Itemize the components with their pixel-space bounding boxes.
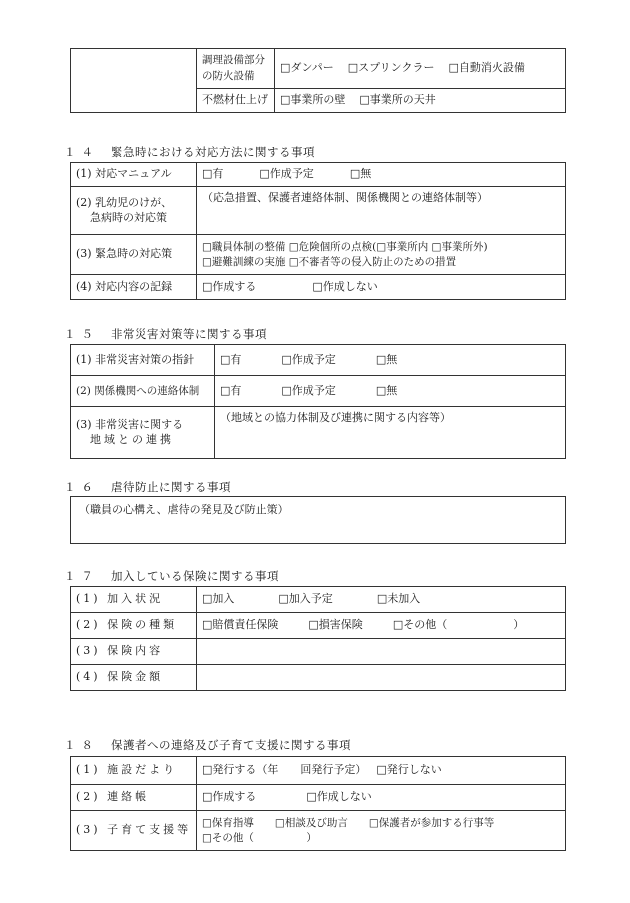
checkbox-option[interactable]: □作成しない	[312, 279, 378, 293]
section-heading: １８ 保護者への連絡及び子育て支援に関する事項	[64, 738, 351, 752]
insurance-amount-field[interactable]	[197, 665, 566, 691]
checkbox-option[interactable]: □発行しない	[376, 763, 442, 777]
option-cell	[197, 811, 566, 851]
checkbox-option[interactable]: □無	[375, 352, 398, 366]
checkbox-option[interactable]: □事業所の天井	[359, 93, 436, 107]
row-label: (4) 対応内容の記録	[71, 275, 197, 300]
option-cell	[197, 613, 566, 639]
checkbox-option[interactable]: □加入	[202, 592, 235, 606]
checkbox-option[interactable]: □発行する（年 回発行予定）	[202, 763, 367, 777]
option-cell	[197, 275, 566, 300]
parent-contact-table	[70, 756, 566, 851]
emergency-table	[70, 162, 566, 300]
option-cell	[197, 785, 566, 811]
blank-cell	[71, 49, 197, 113]
checkbox-option[interactable]: □スプリンクラー	[347, 61, 435, 75]
row-label: (3) 緊急時の対応策	[71, 235, 197, 275]
option-line[interactable]: □その他（ ）	[202, 831, 317, 844]
checkbox-option[interactable]: □自動消火設備	[448, 61, 525, 75]
option-cell	[197, 163, 566, 187]
option-cell	[197, 587, 566, 613]
checkbox-option[interactable]: □損害保険	[308, 618, 363, 632]
disaster-table	[70, 344, 566, 459]
option-cell	[197, 235, 566, 275]
insurance-content-field[interactable]	[197, 639, 566, 665]
abuse-prevention-box[interactable]: （職員の心構え、虐待の発見及び防止策）	[70, 496, 566, 544]
note-cell[interactable]: （応急措置、保護者連絡体制、関係機関との連絡体制等）	[197, 187, 566, 235]
checkbox-option[interactable]: □作成予定	[259, 167, 314, 181]
checkbox-option[interactable]: □作成する	[202, 279, 257, 293]
section-heading: １５ 非常災害対策等に関する事項	[64, 327, 267, 341]
option-cell	[275, 89, 566, 113]
checkbox-option[interactable]: □未加入	[376, 592, 421, 606]
row-label: (3) 保険内容	[71, 639, 197, 665]
fire-equipment-table	[70, 48, 566, 113]
checkbox-option[interactable]: □作成予定	[281, 383, 336, 397]
checkbox-option[interactable]: □その他（ ）	[392, 618, 525, 632]
checkbox-option[interactable]: □無	[349, 167, 372, 181]
checkbox-option[interactable]: □作成しない	[306, 790, 372, 804]
row-label: (1) 施設だより	[71, 757, 197, 785]
row-label: (1) 非常災害対策の指針	[71, 345, 215, 376]
row-label: 不燃材仕上げ	[197, 89, 275, 113]
section-heading: １７ 加入している保険に関する事項	[64, 569, 279, 583]
row-label: (2) 関係機関への連絡体制	[71, 376, 215, 407]
option-cell	[197, 757, 566, 785]
row-label	[71, 187, 197, 235]
label-line: 急病時の対応策	[90, 210, 167, 224]
checkbox-option[interactable]: □加入予定	[278, 592, 333, 606]
row-label: 調理設備部分の防火設備	[197, 49, 275, 89]
option-line[interactable]: □避難訓練の実施 □不審者等の侵入防止のための措置	[202, 255, 457, 268]
option-cell	[215, 345, 566, 376]
label-line: 地域との連携	[90, 432, 174, 446]
row-label: (4) 保険金額	[71, 665, 197, 691]
row-label	[71, 407, 215, 459]
option-cell	[215, 376, 566, 407]
checkbox-option[interactable]: □有	[220, 383, 242, 397]
row-label: (1) 対応マニュアル	[71, 163, 197, 187]
option-line[interactable]: □保育指導 □相談及び助言 □保護者が参加する行事等	[202, 817, 495, 830]
note-cell[interactable]: （地域との協力体制及び連携に関する内容等）	[215, 407, 566, 459]
checkbox-option[interactable]: □賠償責任保険	[202, 618, 279, 632]
section-heading: １６ 虐待防止に関する事項	[64, 480, 231, 494]
checkbox-option[interactable]: □有	[202, 167, 224, 181]
checkbox-option[interactable]: □作成する	[202, 790, 257, 804]
checkbox-option[interactable]: □作成予定	[281, 352, 336, 366]
option-cell	[275, 49, 566, 89]
row-label: (3) 子育て支援等	[71, 811, 197, 851]
label-line: (2) 乳幼児のけが、	[76, 195, 173, 209]
row-label: (2) 保険の種類	[71, 613, 197, 639]
section-heading: １４ 緊急時における対応方法に関する事項	[64, 145, 315, 159]
checkbox-option[interactable]: □無	[375, 383, 398, 397]
checkbox-option[interactable]: □有	[220, 352, 242, 366]
insurance-table	[70, 586, 566, 691]
row-label: (1) 加入状況	[71, 587, 197, 613]
label-line: (3) 非常災害に関する	[76, 417, 184, 431]
checkbox-option[interactable]: □ダンパー	[280, 61, 334, 75]
row-label: (2) 連絡帳	[71, 785, 197, 811]
checkbox-option[interactable]: □事業所の壁	[280, 93, 346, 107]
option-line[interactable]: □職員体制の整備 □危険個所の点検(□事業所内 □事業所外)	[202, 241, 488, 254]
